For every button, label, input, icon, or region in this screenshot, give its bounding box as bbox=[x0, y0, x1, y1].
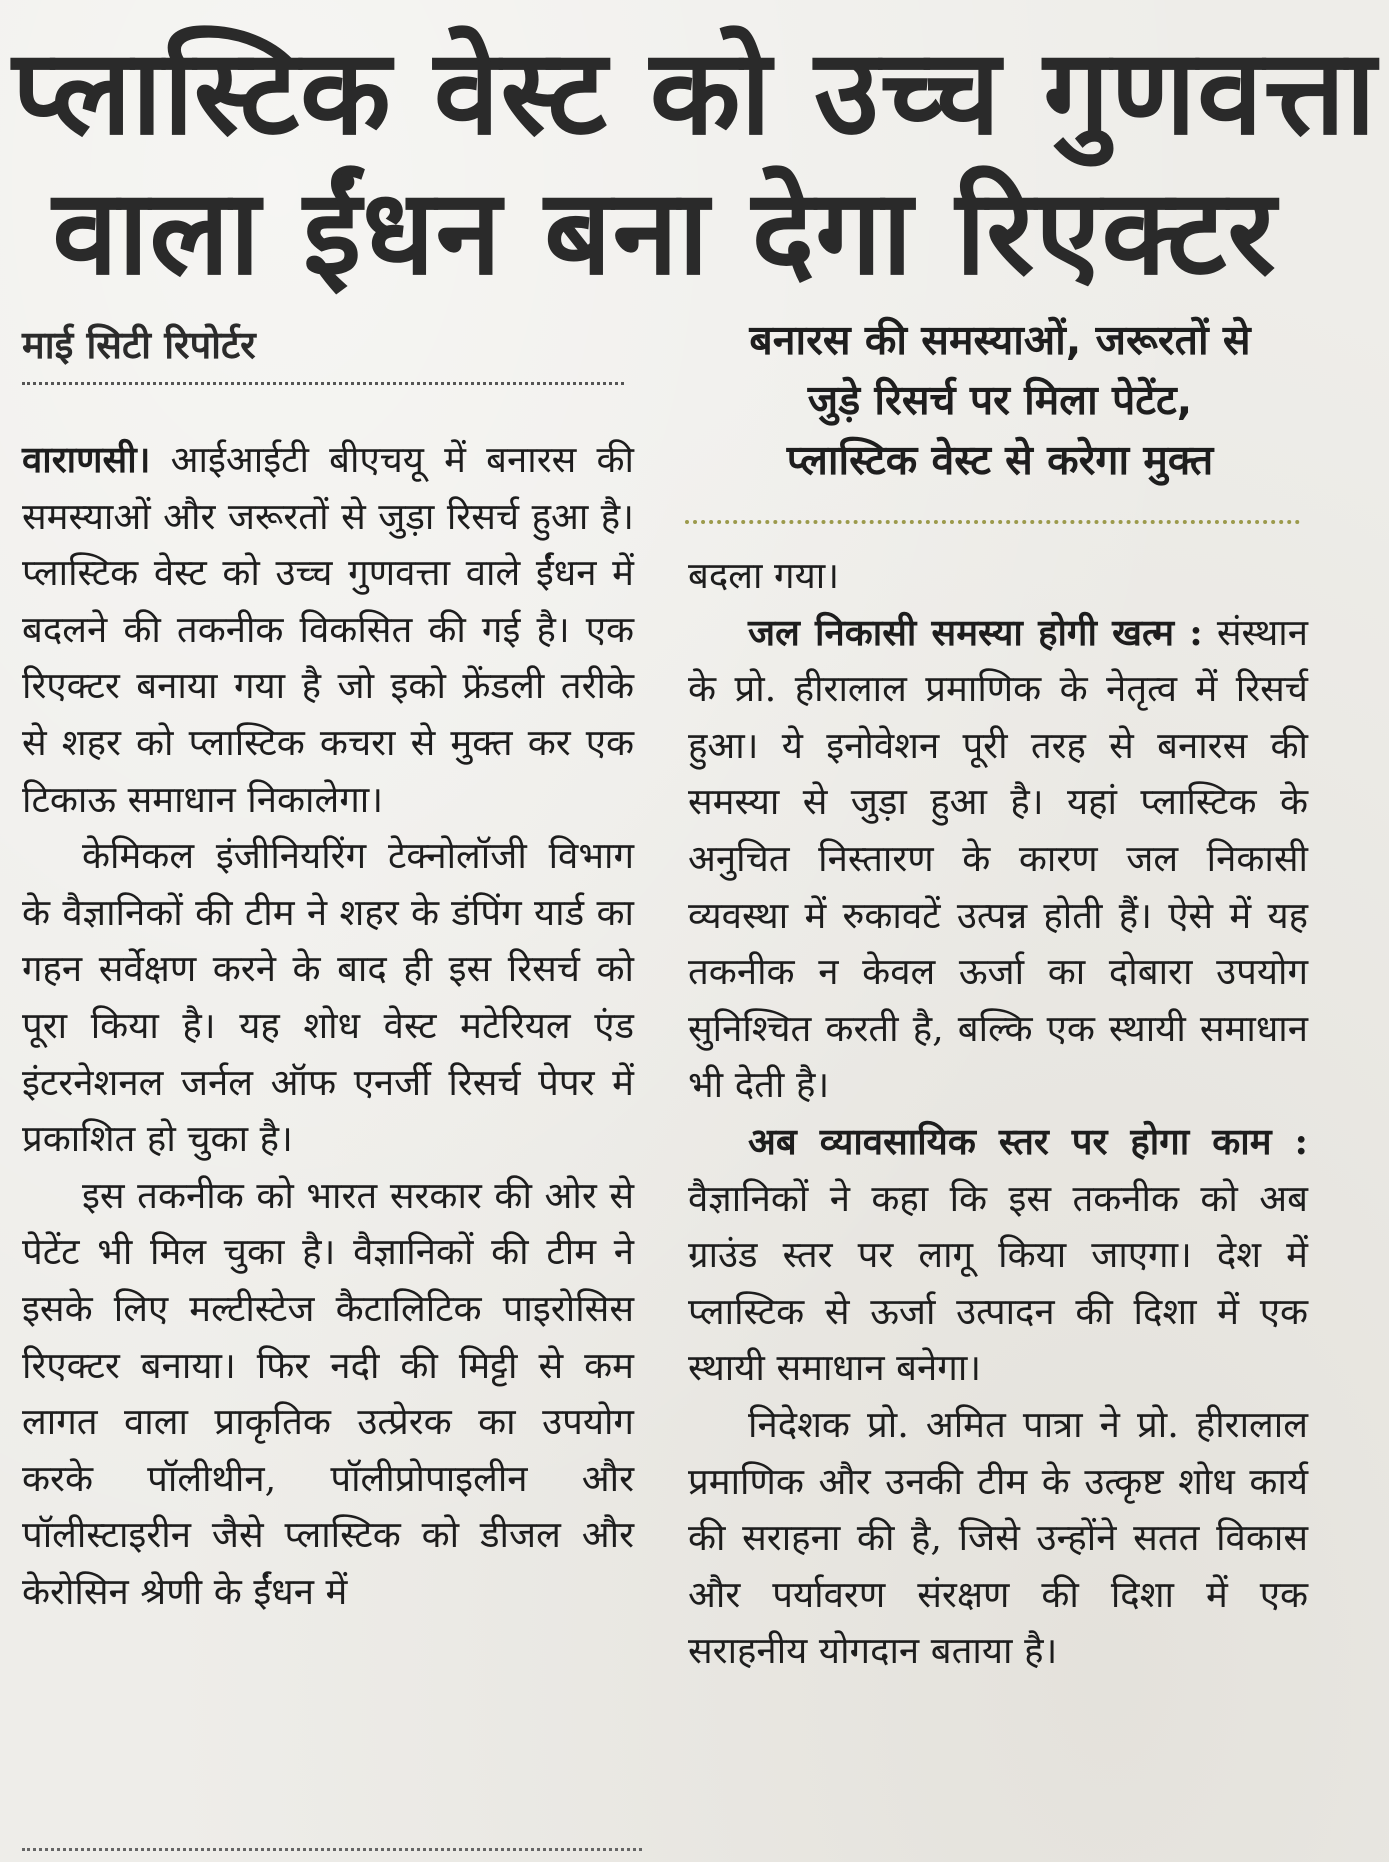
article-column-right bbox=[688, 548, 1308, 1680]
article-column-left bbox=[22, 432, 634, 1620]
article-paragraph: इस तकनीक को भारत सरकार की ओर से पेटेंट भी मिल चुका है। वैज्ञानिकों की टीम ने इसके लिए मल्टीस्टेज कैटालिटिक पाइरोसिस रिएक्टर बनाया। फिर नदी की मिट्टी से कम लागत वाला प्राकृतिक उत्प्रेरक का उपयोग करके पॉलीथीन, पॉलीप्रोपाइलीन और पॉलीस्टाइरीन जैसे प्लास्टिक को डीजल और केरोसिन श्रेणी के ईंधन में bbox=[22, 1173, 634, 1613]
headline-line-1: प्लास्टिक वेस्ट को उच्च गुणवत्ता bbox=[12, 23, 1377, 161]
headline bbox=[0, 22, 1389, 302]
section-heading: जल निकासी समस्या होगी खत्म : bbox=[748, 610, 1203, 654]
article-section bbox=[688, 1114, 1308, 1397]
article-paragraph: केमिकल इंजीनियरिंग टेक्नोलॉजी विभाग के वैज्ञानिकों की टीम ने शहर के डंपिंग यार्ड का गहन सर्वेक्षण करने के बाद ही इस रिसर्च को पूरा किया है। यह शोध वेस्ट मटेरियल एंड इंटरनेशनल जर्नल ऑफ एनर्जी रिसर्च पेपर में प्रकाशित हो चुका है। bbox=[22, 834, 634, 1161]
subheadline-line-1: बनारस की समस्याओं, जरूरतों से bbox=[749, 316, 1251, 364]
article-section bbox=[688, 605, 1308, 1114]
paragraph-text: आईआईटी बीएचयू में बनारस की समस्याओं और जरूरतों से जुड़ा रिसर्च हुआ है। प्लास्टिक वेस्ट को उच्च गुणवत्ता वाले ईंधन में बदलने की तकनीक विकसित की गई है। एक रिएक्टर बनाया गया है जो इको फ्रेंडली तरीके से शहर को प्लास्टिक कचरा से मुक्त कर एक टिकाऊ समाधान निकालेगा। bbox=[22, 438, 634, 821]
byline-divider bbox=[22, 382, 624, 385]
dateline: वाराणसी। bbox=[22, 438, 151, 481]
byline: माई सिटी रिपोर्टर bbox=[22, 323, 256, 367]
headline-line-2: वाला ईंधन बना देगा रिएक्टर bbox=[52, 163, 1277, 301]
section-body: वैज्ञानिकों ने कहा कि इस तकनीक को अब ग्राउंड स्तर पर लागू किया जाएगा। देश में प्लास्टिक से ऊर्जा उत्पादन की दिशा में एक स्थायी समाधान बनेगा। bbox=[688, 1176, 1308, 1390]
article-paragraph: निदेशक प्रो. अमित पात्रा ने प्रो. हीरालाल प्रमाणिक और उनकी टीम के उत्कृष्ट शोध कार्य की सराहना की है, जिसे उन्होंने सतत विकास और पर्यावरण संरक्षण की दिशा में एक सराहनीय योगदान बताया है। bbox=[688, 1402, 1308, 1673]
subheadline bbox=[680, 310, 1320, 490]
article-continuation: बदला गया। bbox=[688, 554, 840, 597]
section-body: संस्थान के प्रो. हीरालाल प्रमाणिक के नेतृत्व में रिसर्च हुआ। ये इनोवेशन पूरी तरह से बनारस की समस्या से जुड़ा हुआ है। यहां प्लास्टिक के अनुचित निस्तारण के कारण जल निकासी व्यवस्था में रुकावटें उत्पन्न होती हैं। ऐसे में यह तकनीक न केवल ऊर्जा का दोबारा उपयोग सुनिश्चित करती है, बल्कि एक स्थायी समाधान भी देती है। bbox=[688, 610, 1308, 1107]
subheadline-divider bbox=[685, 520, 1300, 524]
bottom-divider bbox=[22, 1848, 642, 1851]
subheadline-line-3: प्लास्टिक वेस्ट से करेगा मुक्त bbox=[786, 436, 1214, 484]
article-paragraph bbox=[22, 432, 634, 828]
section-heading: अब व्यावसायिक स्तर पर होगा काम : bbox=[748, 1119, 1308, 1163]
subheadline-line-2: जुड़े रिसर्च पर मिला पेटेंट, bbox=[807, 376, 1193, 424]
